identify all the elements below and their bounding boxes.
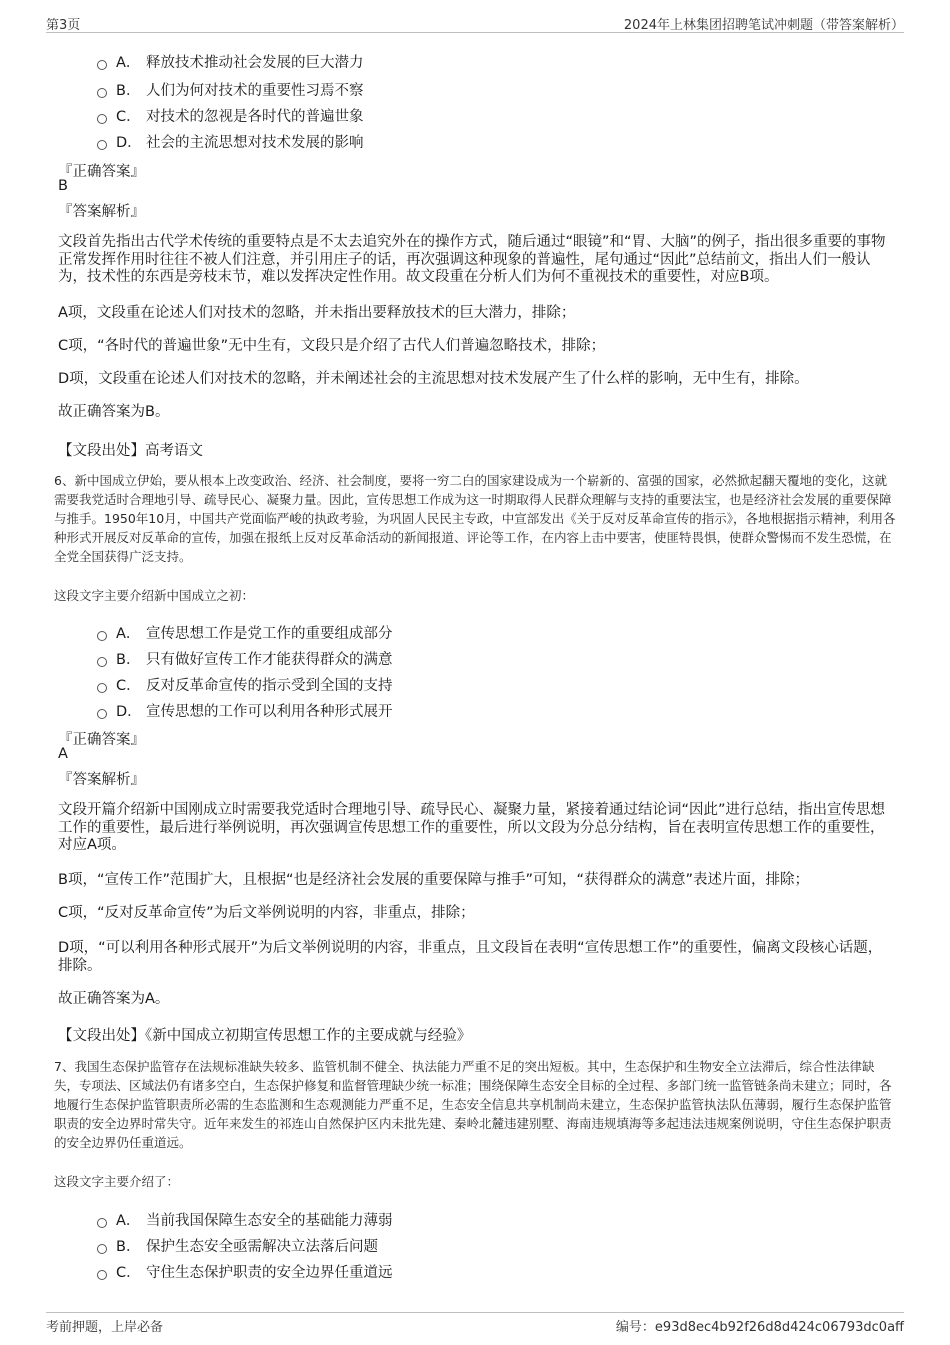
q5-option-c[interactable]: C． 对技术的忽视是各时代的普遍世象 [97, 105, 364, 125]
q6-analysis-label: 『答案解析』 [58, 772, 145, 788]
q5-answer: B [58, 178, 68, 194]
q5-option-d[interactable]: D． 社会的主流思想对技术发展的影响 [97, 131, 364, 151]
q7-stem: 7、我国生态保护监管存在法规标准缺失较多、监管机制不健全、执法能力严重不足的突出短板。其中，生态保护和生物安全立法滞后，综合性法律缺失，专项法、区域法仍有诸多空白，生态保护修复和监督管理缺少统一标准；围绕保障生态安全目标的全过程、多部门统一监管链条尚未建立；同时，各地履行生态保护监管职责所必需的生态监测和生态观测能力严重不足，生态安全信息共享机制尚未建立，生态保护监管执法队伍薄弱，履行生态保护监管职责的安全边界时常失守。近年来发生的祁连山自然保护区内未批先建、秦岭北麓违建别墅、海南违规填海等多起违法违规案例说明，守住生态保护职责的安全边界仍任重道远。 [54, 1059, 892, 1150]
radio-icon[interactable] [97, 140, 107, 150]
q5-conclusion: 故正确答案为B。 [58, 404, 170, 420]
radio-icon[interactable] [97, 60, 107, 70]
radio-icon[interactable] [97, 1218, 107, 1228]
q5-analysis-d: D项，文段重在论述人们对技术的忽略，并未阐述社会的主流思想对技术发展产生了什么样的影响，无中生有，排除。 [58, 371, 809, 387]
radio-icon[interactable] [97, 88, 107, 98]
q5-option-a[interactable]: A． 释放技术推动社会发展的巨大潜力 [97, 51, 364, 71]
q6-source: 【文段出处】《新中国成立初期宣传思想工作的主要成就与经验》 [58, 1028, 472, 1044]
page-footer [46, 1312, 904, 1335]
q7-question: 这段文字主要介绍了： [54, 1174, 180, 1189]
q5-analysis-main: 文段首先指出古代学术传统的重要特点是不太去追究外在的操作方式，随后通过“眼镜”和“胃、大脑”的例子，指出很多重要的事物正常发挥作用时往往不被人们注意，并引用庄子的话，再次强调这种现象的普遍性，尾句通过“因此”总结前文，指出人们一般认为，技术性的东西是旁枝末节，难以发挥决定性作用。故文段重在分析人们为何不重视技术的重要性，对应B项。 [58, 234, 886, 285]
radio-icon[interactable] [97, 631, 107, 641]
q6-answer: A [58, 746, 68, 762]
page-header [46, 14, 904, 33]
q5-analysis-label: 『答案解析』 [58, 204, 145, 220]
q6-analysis-b: B项，“宣传工作”范围扩大，且根据“也是经济社会发展的重要保障与推手”可知，“获得群众的满意”表述片面，排除； [58, 872, 810, 888]
q7-option-b[interactable]: B． 保护生态安全亟需解决立法落后问题 [97, 1235, 378, 1255]
q6-stem: 6、新中国成立伊始，要从根本上改变政治、经济、社会制度，要将一穷二白的国家建设成为一个崭新的、富强的国家，必然掀起翻天覆地的变化，这就需要我党适时合理地引导、疏导民心、凝聚力量。因此，宣传思想工作成为这一时期取得人民群众理解与支持的重要法宝，也是经济社会发展的重要保障与推手。1950年10月，中国共产党面临严峻的执政考验，为巩固人民民主专政，中宣部发出《关于反对反革命宣传的指示》，各地根据指示精神，利用各种形式开展反对反革命的宣传，加强在报纸上反对反革命活动的新闻报道、评论等工作，在内容上击中要害，使匪特畏惧，使群众警惕而不发生恐慌，在全党全国获得广泛支持。 [54, 473, 896, 564]
q6-option-d[interactable]: D． 宣传思想的工作可以利用各种形式展开 [97, 700, 393, 720]
page-number: 第3页 [46, 18, 81, 33]
radio-icon[interactable] [97, 1244, 107, 1254]
document-code: 编号：e93d8ec4b92f26d8d424c06793dc0aff [615, 1320, 904, 1335]
q6-option-c[interactable]: C． 反对反革命宣传的指示受到全国的支持 [97, 674, 393, 694]
footer-slogan: 考前押题，上岸必备 [46, 1320, 164, 1335]
q7-option-a[interactable]: A． 当前我国保障生态安全的基础能力薄弱 [97, 1209, 393, 1229]
q5-option-b[interactable]: B． 人们为何对技术的重要性习焉不察 [97, 79, 364, 99]
q6-conclusion: 故正确答案为A。 [58, 991, 170, 1007]
q5-analysis-c: C项，“各时代的普遍世象”无中生有，文段只是介绍了古代人们普遍忽略技术，排除； [58, 338, 606, 354]
q6-answer-label: 『正确答案』 [58, 732, 145, 748]
q6-analysis-c: C项，“反对反革命宣传”为后文举例说明的内容，非重点，排除； [58, 905, 475, 921]
q6-analysis-main: 文段开篇介绍新中国刚成立时需要我党适时合理地引导、疏导民心、凝聚力量，紧接着通过结论词“因此”进行总结，指出宣传思想工作的重要性，最后进行举例说明，再次强调宣传思想工作的重要性，所以文段为分总分结构，旨在表明宣传思想工作的重要性，对应A项。 [58, 802, 886, 853]
q5-analysis-a: A项，文段重在论述人们对技术的忽略，并未指出要释放技术的巨大潜力，排除； [58, 305, 576, 321]
document-title: 2024年上林集团招聘笔试冲刺题（带答案解析） [623, 18, 904, 33]
q5-source: 【文段出处】高考语文 [58, 443, 203, 459]
radio-icon[interactable] [97, 114, 107, 124]
q6-analysis-d: D项，“可以利用各种形式展开”为后文举例说明的内容，非重点，且文段旨在表明“宣传思想工作”的重要性，偏离文段核心话题，排除。 [58, 940, 883, 974]
q6-option-b[interactable]: B． 只有做好宣传工作才能获得群众的满意 [97, 648, 393, 668]
radio-icon[interactable] [97, 709, 107, 719]
radio-icon[interactable] [97, 1270, 107, 1280]
q6-option-a[interactable]: A． 宣传思想工作是党工作的重要组成部分 [97, 622, 393, 642]
q5-answer-label: 『正确答案』 [58, 164, 145, 180]
radio-icon[interactable] [97, 657, 107, 667]
q6-question: 这段文字主要介绍新中国成立之初： [54, 588, 255, 603]
q7-option-c[interactable]: C． 守住生态保护职责的安全边界任重道远 [97, 1261, 393, 1281]
radio-icon[interactable] [97, 683, 107, 693]
